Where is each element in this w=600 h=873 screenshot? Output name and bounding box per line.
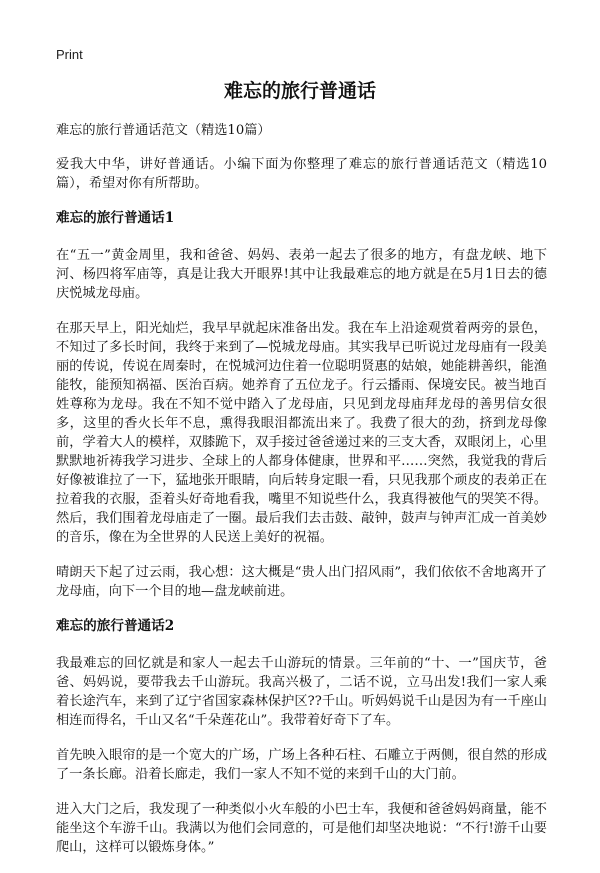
paragraph: 进入大门之后，我发现了一种类似小火车般的小巴士车，我便和爸爸妈妈商量，能不能坐这个车游千山。我满以为他们会同意的，可是他们却坚决地说：“不行!游千山要爬山，这样可以锻炼身体。” [56, 802, 547, 855]
article-body [56, 121, 547, 873]
section-heading-2: 难忘的旅行普通话2 [56, 618, 175, 634]
section-heading-1: 难忘的旅行普通话1 [56, 210, 175, 226]
page-title: 难忘的旅行普通话 [223, 80, 376, 102]
paragraph: 我最难忘的回忆就是和家人一起去千山游玩的情景。三年前的“十、一”国庆节，爸爸、妈妈说，要带我去千山游玩。我高兴极了，二话不说，立马出发!我们一家人乘着长途汽车，来到了辽宁省国家森林保护区??千山。听妈妈说千山是因为有一千座山相连而得名，千山又名“千朵莲花山”。我带着好奇下了车。 [56, 656, 547, 728]
intro-paragraph: 爱我大中华，讲好普通话。小编下面为你整理了难忘的旅行普通话范文（精选10篇），希望对你有所帮助。 [56, 157, 547, 191]
paragraph: 晴朗天下起了过云雨，我心想：这大概是“贵人出门招风雨”，我们依依不舍地离开了龙母庙，向下一个目的地—盘龙峡前进。 [56, 565, 547, 599]
paragraph: 在“五一”黄金周里，我和爸爸、妈妈、表弟一起去了很多的地方，有盘龙峡、地下河、杨四将军庙等，真是让我大开眼界!其中让我最难忘的地方就是在5月1日去的德庆悦城龙母庙。 [56, 248, 547, 301]
paragraph: 首先映入眼帘的是一个宽大的广场，广场上各种石柱、石雕立于两侧，很自然的形成了一条长廊。沿着长廊走，我们一家人不知不觉的来到千山的大门前。 [56, 748, 547, 782]
paragraph: 在那天早上，阳光灿烂，我早早就起床准备出发。我在车上沿途观赏着两旁的景色，不知过了多长时间，我终于来到了—悦城龙母庙。其实我早已听说过龙母庙有一段美丽的传说，传说在周秦时，在悦城河边住着一位聪明贤惠的姑娘，她能耕善织，能渔能牧，能预知祸福、医治百病。她养育了五位龙子。行云播雨、保境安民。被当地百姓尊称为龙母。我在不知不觉中踏入了龙母庙，只见到龙母庙拜龙母的善男信女很多，这里的香火长年不息，熏得我眼泪都流出来了。我费了很大的劲，挤到龙母像前，学着大人的模样，双膝跪下，双手接过爸爸递过来的三支大香，双眼闭上，心里默默地祈祷我学习进步、全球上的人都身体健康，世界和平……突然，我觉我的背后好像被谁拉了一下，猛地张开眼睛，向后转身定眼一看，只见我那个顽皮的表弟正在拉着我的衣服，歪着头好奇地看我，嘴里不知说些什么，我真得被他气的哭笑不得。然后，我们围着龙母庙走了一圈。最后我们去击鼓、敲钟，鼓声与钟声汇成一首美妙的音乐，像在为全世界的人民送上美好的祝福。 [56, 321, 547, 545]
print-link[interactable]: Print [56, 47, 83, 62]
article-subtitle: 难忘的旅行普通话范文（精选10篇） [56, 123, 271, 138]
